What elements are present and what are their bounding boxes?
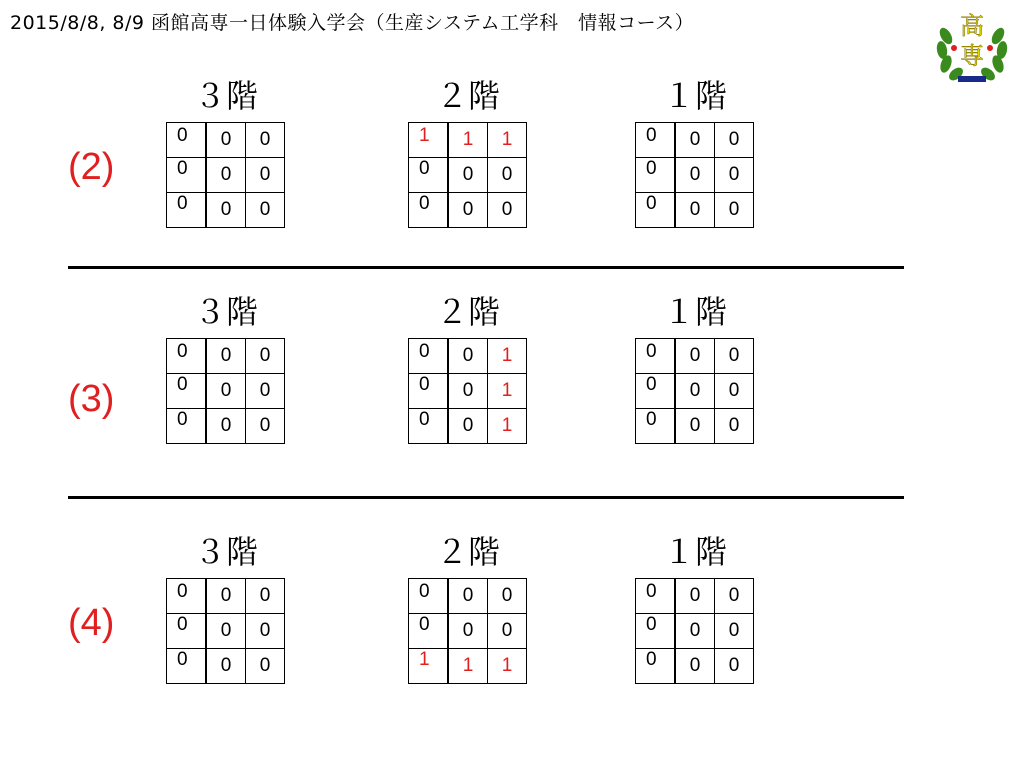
grid-row: [409, 374, 527, 409]
grid-cell: 0: [715, 193, 754, 228]
grid-cell: 0: [675, 123, 715, 158]
grid-cell: 0: [246, 409, 285, 444]
grid-row: [409, 123, 527, 158]
grid-cell: 0: [675, 339, 715, 374]
grid-row: [409, 409, 527, 444]
grid-cell: 0: [167, 158, 207, 193]
grid-cell: 0: [636, 649, 676, 684]
grid-cell: 0: [715, 579, 754, 614]
section-label: (4): [68, 602, 115, 644]
floor-grid: [635, 122, 754, 228]
slide-header: 2015/8/8, 8/9 函館高専一日体験入学会（生産システム工学科 情報コース）: [10, 12, 695, 34]
grid-cell: 0: [448, 193, 488, 228]
grid-cell: 1: [488, 339, 527, 374]
grid-row: [409, 649, 527, 684]
grid-row: [167, 374, 285, 409]
grid-row: [167, 649, 285, 684]
grid-cell: 0: [448, 374, 488, 409]
grid-cell: 0: [206, 579, 246, 614]
grid-cell: 0: [448, 158, 488, 193]
grid-row: [636, 409, 754, 444]
grid-row: [636, 193, 754, 228]
grid-cell: 1: [409, 123, 449, 158]
grid-row: [409, 614, 527, 649]
grid-cell: 0: [246, 193, 285, 228]
grid-cell: 0: [488, 193, 527, 228]
grid-cell: 0: [675, 193, 715, 228]
logo-text-bottom: 専: [960, 42, 984, 70]
grid-row: [636, 158, 754, 193]
section-2: [0, 78, 1024, 258]
grid-row: [167, 579, 285, 614]
floor-grid: [635, 338, 754, 444]
grid-cell: 1: [488, 374, 527, 409]
grid-cell: 0: [448, 409, 488, 444]
floor-title: ２階: [435, 77, 500, 115]
grid-cell: 0: [246, 614, 285, 649]
grid-row: [167, 339, 285, 374]
section-label: (3): [68, 378, 115, 420]
floor-title: ２階: [435, 293, 500, 331]
grid-row: [409, 158, 527, 193]
grid-cell: 0: [488, 579, 527, 614]
grid-cell: 1: [448, 649, 488, 684]
grid-row: [409, 193, 527, 228]
grid-cell: 0: [675, 158, 715, 193]
section-divider: [68, 266, 904, 269]
grid-row: [167, 193, 285, 228]
grid-cell: 0: [206, 649, 246, 684]
grid-row: [636, 339, 754, 374]
grid-cell: 0: [409, 158, 449, 193]
grid-cell: 0: [246, 649, 285, 684]
grid-row: [636, 374, 754, 409]
grid-row: [167, 158, 285, 193]
grid-cell: 0: [488, 614, 527, 649]
grid-cell: 0: [206, 409, 246, 444]
school-logo-icon: [932, 6, 1012, 86]
grid-row: [409, 579, 527, 614]
floor-title: ２階: [435, 533, 500, 571]
grid-cell: 0: [715, 409, 754, 444]
floor-grid: [166, 122, 285, 228]
grid-cell: 0: [206, 158, 246, 193]
grid-row: [636, 579, 754, 614]
grid-cell: 0: [409, 374, 449, 409]
grid-cell: 0: [715, 374, 754, 409]
floor-grid: [166, 338, 285, 444]
grid-cell: 0: [488, 158, 527, 193]
grid-cell: 0: [167, 374, 207, 409]
grid-row: [636, 649, 754, 684]
grid-cell: 0: [206, 193, 246, 228]
grid-cell: 0: [448, 579, 488, 614]
grid-cell: 0: [409, 193, 449, 228]
grid-cell: 0: [409, 339, 449, 374]
grid-row: [167, 409, 285, 444]
grid-cell: 0: [167, 193, 207, 228]
grid-cell: 0: [206, 339, 246, 374]
floor-grid: [408, 338, 527, 444]
grid-row: [636, 123, 754, 158]
floor-title: １階: [662, 77, 727, 115]
grid-cell: 0: [167, 123, 207, 158]
grid-cell: 0: [246, 123, 285, 158]
grid-cell: 0: [246, 158, 285, 193]
grid-cell: 0: [246, 374, 285, 409]
grid-cell: 0: [206, 123, 246, 158]
grid-cell: 0: [675, 409, 715, 444]
grid-cell: 1: [448, 123, 488, 158]
grid-cell: 0: [636, 123, 676, 158]
grid-row: [409, 339, 527, 374]
floor-title: １階: [662, 293, 727, 331]
grid-cell: 0: [715, 339, 754, 374]
section-divider: [68, 496, 904, 499]
section-4: [0, 534, 1024, 714]
grid-cell: 0: [409, 614, 449, 649]
grid-cell: 0: [675, 649, 715, 684]
grid-cell: 0: [636, 339, 676, 374]
grid-cell: 0: [246, 579, 285, 614]
grid-cell: 0: [167, 579, 207, 614]
grid-cell: 0: [409, 579, 449, 614]
grid-cell: 1: [409, 649, 449, 684]
grid-cell: 0: [636, 579, 676, 614]
grid-cell: 0: [246, 339, 285, 374]
grid-cell: 0: [167, 339, 207, 374]
floor-grid: [408, 122, 527, 228]
grid-cell: 0: [448, 339, 488, 374]
grid-cell: 0: [167, 614, 207, 649]
grid-cell: 0: [167, 409, 207, 444]
grid-cell: 0: [675, 579, 715, 614]
section-label: (2): [68, 146, 115, 188]
grid-row: [636, 614, 754, 649]
grid-cell: 0: [715, 649, 754, 684]
grid-cell: 0: [409, 409, 449, 444]
grid-cell: 0: [715, 614, 754, 649]
floor-title: ３階: [193, 533, 258, 571]
grid-cell: 0: [636, 409, 676, 444]
grid-cell: 0: [675, 374, 715, 409]
grid-cell: 0: [636, 374, 676, 409]
grid-cell: 0: [206, 614, 246, 649]
grid-cell: 0: [167, 649, 207, 684]
grid-cell: 1: [488, 123, 527, 158]
grid-cell: 0: [636, 614, 676, 649]
grid-cell: 0: [675, 614, 715, 649]
logo-text-top: 高: [960, 12, 984, 40]
grid-cell: 0: [206, 374, 246, 409]
grid-cell: 1: [488, 649, 527, 684]
grid-cell: 0: [715, 123, 754, 158]
grid-cell: 0: [636, 158, 676, 193]
grid-row: [167, 123, 285, 158]
section-3: [0, 294, 1024, 474]
grid-cell: 0: [448, 614, 488, 649]
grid-cell: 0: [636, 193, 676, 228]
floor-grid: [166, 578, 285, 684]
floor-title: ３階: [193, 293, 258, 331]
floor-grid: [635, 578, 754, 684]
grid-row: [167, 614, 285, 649]
floor-title: １階: [662, 533, 727, 571]
floor-grid: [408, 578, 527, 684]
floor-title: ３階: [193, 77, 258, 115]
grid-cell: 1: [488, 409, 527, 444]
grid-cell: 0: [715, 158, 754, 193]
